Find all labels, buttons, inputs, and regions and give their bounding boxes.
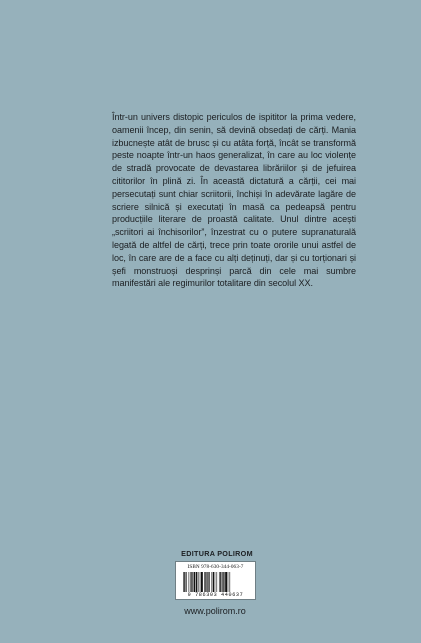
barcode-bar [228, 572, 229, 592]
barcode-bar [186, 572, 187, 592]
barcode-bar [196, 572, 197, 592]
barcode-bars [183, 572, 250, 592]
barcode-bar [212, 572, 213, 592]
isbn-label: ISBN 978-630-344-063-7 [187, 564, 244, 570]
barcode-bar [198, 572, 199, 592]
barcode-bar [215, 572, 216, 592]
barcode-bar [183, 572, 184, 592]
barcode-bar [222, 572, 223, 592]
barcode-bar [230, 572, 231, 592]
barcode-bar [192, 572, 193, 592]
barcode-bar [208, 572, 209, 592]
barcode-bar [225, 572, 227, 592]
barcode-bar [216, 572, 217, 592]
barcode-bar [201, 572, 203, 592]
barcode-bar [213, 572, 214, 592]
isbn-barcode [175, 561, 256, 600]
barcode-bar [194, 572, 196, 592]
barcode-bar [204, 572, 205, 592]
barcode-bar [219, 572, 220, 592]
barcode-bar [223, 572, 224, 592]
publisher-name: EDITURA POLIROM [181, 549, 253, 558]
barcode-digits: 9 786303 440637 [187, 592, 244, 598]
barcode-bar [205, 572, 206, 592]
back-cover-blurb: Într-un univers distopic periculos de ispititor la prima vedere, oamenii încep, din senin, să devină obsedați de cărți. Mania izbucnește atât de brusc și cu atâta forță, încât se transformă peste noapte într-un haos generalizat, în care au loc violențe de stradă provocate de devastarea librăriilor și de jefuirea cititorilor în plină zi. În această dictatură a cărții, cei mai persecutați sunt chiar scriitorii, închiși în adevărate lagăre de scriere silnică și executați în masă ca pedeapsă pentru producțiile literare de proastă calitate. Unul dintre acești „scriitori ai închisorilor”, înzestrat cu o putere supranaturală legată de altfel de cărți, trece prin toate ororile unui astfel de loc, în care are de a face cu alți deținuți, dar și cu torționari și șefi monstruoși desprinși parcă din cele mai sumbre manifestări ale regimurilor totalitare din secolul XX. [112, 112, 356, 289]
barcode-bar [184, 572, 185, 592]
publisher-website: www.polirom.ro [184, 606, 246, 616]
barcode-bar [220, 572, 221, 592]
barcode-bar [190, 572, 191, 592]
barcode-bar [189, 572, 190, 592]
barcode-bar [207, 572, 208, 592]
barcode-bar [200, 572, 201, 592]
